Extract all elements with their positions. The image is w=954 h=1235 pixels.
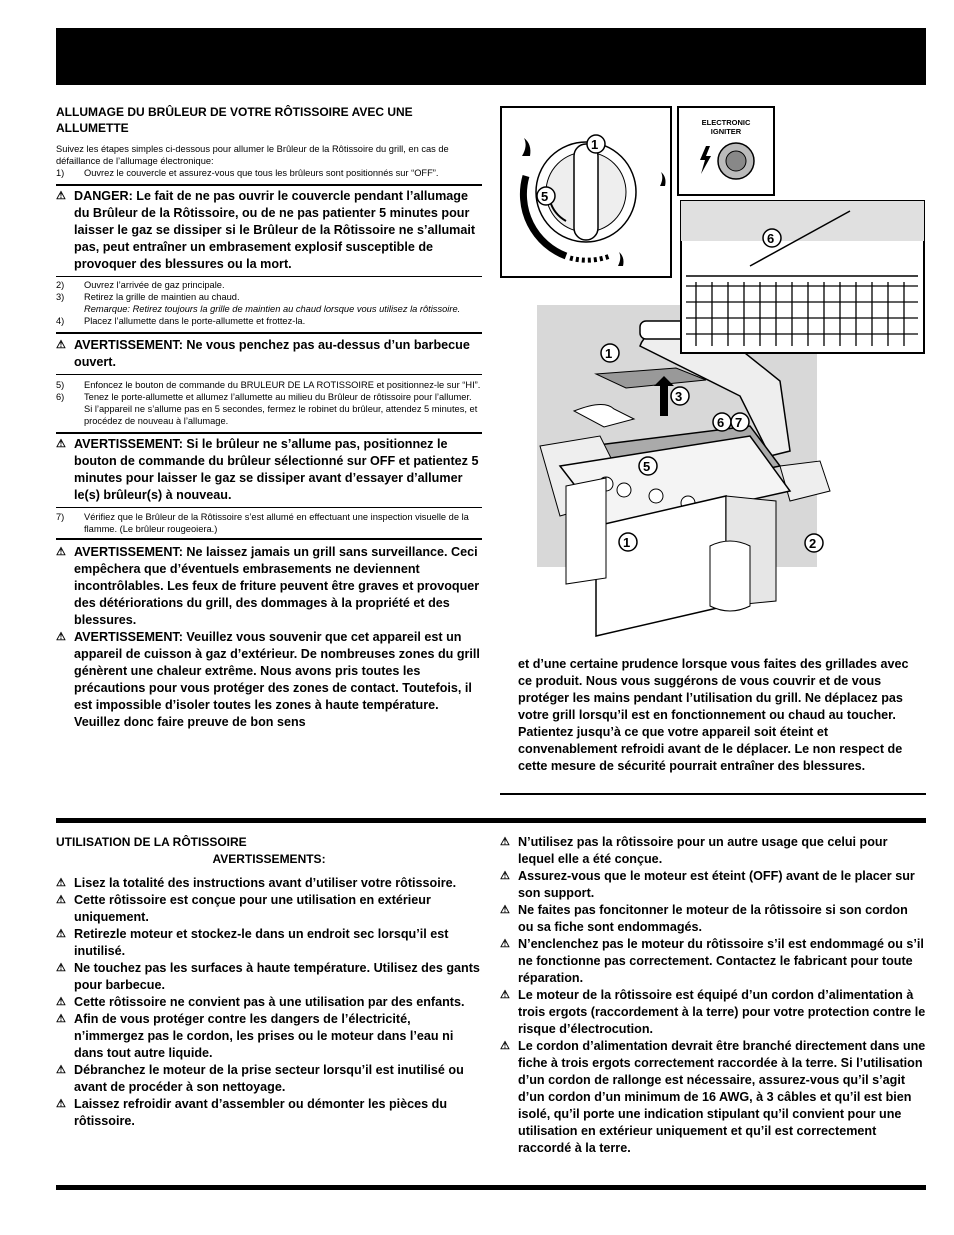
warning-item: ⚠ Débranchez le moteur de la prise secteur lorsqu’il est inutilisé ou avant de procéder à son nettoyage. xyxy=(56,1063,464,1094)
steps-group-d xyxy=(56,379,482,427)
step-item: 3) Retirez la grille de maintien au chaud. xyxy=(56,292,240,302)
warning-icon: ⚠ xyxy=(56,1098,66,1110)
section-title-rotisserie: UTILISATION DE LA RÔTISSOIRE xyxy=(56,835,247,849)
igniter-label-line2: IGNITER xyxy=(710,127,742,136)
rotisserie-warnings-list xyxy=(56,875,482,1130)
warning-icon: ⚠ xyxy=(56,928,66,940)
step-item: 5) Enfoncez le bouton de commande du BRULEUR DE LA ROTISSOIRE et positionnez-le sur “HI”. xyxy=(56,380,481,390)
callout-1: 1 xyxy=(623,535,631,550)
steps-group-e xyxy=(56,511,482,535)
warning-icon: ⚠ xyxy=(500,989,510,1001)
steps-group-a xyxy=(56,167,482,179)
divider xyxy=(56,332,482,334)
warning-item: ⚠ N’enclenchez pas le moteur du rôtissoire s’il est endommagé ou s’il ne fonctionne pas correctement. Contactez le fabricant pour toute réparation. xyxy=(500,937,924,985)
warning-item: ⚠ Cette rôtissoire est conçue pour une utilisation en extérieur uniquement. xyxy=(56,893,431,924)
bottom-left-column xyxy=(56,834,482,1130)
warning-icon: ⚠ xyxy=(56,877,66,889)
step-item: 2) Ouvrez l’arrivée de gaz principale. xyxy=(56,280,225,290)
divider xyxy=(56,538,482,540)
remark: Remarque: Retirez toujours la grille de maintien au chaud lorsque vous utilisez la rôtissoire. xyxy=(84,304,461,314)
warning-icon: ⚠ xyxy=(56,1013,66,1025)
step-item: 6) Tenez le porte-allumette et allumez l’allumette au milieu du Brûleur de rôtissoire pour l’allumer. Si l’appareil ne s’allume pas en 5 secondes, fermez le robinet du brûleur, attendez 5 minutes, et procédez de nouveau à l’allumage. xyxy=(56,392,478,426)
warning-item: ⚠ Laissez refroidir avant d’assembler ou démonter les pièces du rôtissoire. xyxy=(56,1097,448,1128)
warning-item: ⚠ Lisez la totalité des instructions avant d’utiliser votre rôtissoire. xyxy=(56,876,457,890)
warning-icon: ⚠ xyxy=(500,938,510,950)
warning-item: ⚠ Ne touchez pas les surfaces à haute température. Utilisez des gants pour barbecue. xyxy=(56,961,480,992)
callout-3: 3 xyxy=(675,389,683,404)
divider xyxy=(500,793,926,795)
warning-no-ignition: ⚠ AVERTISSEMENT: Si le brûleur ne s’allume pas, positionnez le bouton de commande du brûleur sélectionné sur OFF et patientez 5 minutes pour laisser le gaz se dissiper avant d’essayer d’allumer le(s) brûleur(s) à nouveau. xyxy=(56,437,479,502)
warning-icon: ⚠ xyxy=(56,190,66,202)
step-item: 1) Ouvrez le couvercle et assurez-vous que tous les brûleurs sont positionnés sur “OFF”. xyxy=(56,168,439,178)
divider xyxy=(56,276,482,277)
warning-icon: ⚠ xyxy=(56,962,66,974)
callout-5: 5 xyxy=(541,189,549,204)
warning-icon: ⚠ xyxy=(56,631,66,643)
warnings-subtitle: AVERTISSEMENTS: xyxy=(212,852,326,866)
warning-item: ⚠ Le cordon d’alimentation devrait être branché directement dans une fiche à trois ergots correctement raccordée à la terre. Si l’utilisation d’un cordon de rallonge est nécessaire, assurez-vous qu’il s’agit d’un cordon d’un minimum de 16 AWG, à 3 câbles et qu’il est bien isolé, qu’il porte une indication stipulant qu’il convient pour une utilisation en extérieur uniquement et qu’il est correctement raccordé à la terre. xyxy=(500,1039,926,1155)
callout-2: 2 xyxy=(809,536,817,551)
divider xyxy=(56,184,482,186)
warning-item: ⚠ Retirezle moteur et stockez-le dans un endroit sec lorsqu’il est inutilisé. xyxy=(56,927,449,958)
warning-item: ⚠ Cette rôtissoire ne convient pas à une utilisation par des enfants. xyxy=(56,995,465,1009)
bottom-right-column xyxy=(500,834,926,1157)
warning-icon: ⚠ xyxy=(56,339,66,351)
callout-5: 5 xyxy=(643,459,651,474)
top-left-column xyxy=(56,104,482,731)
warning-lean: ⚠ AVERTISSEMENT: Ne vous penchez pas au-dessus d’un barbecue ouvert. xyxy=(56,338,470,369)
grill-illustration xyxy=(500,106,926,646)
step-item: 4) Placez l’allumette dans le porte-allumette et frottez-la. xyxy=(56,316,306,326)
intro-text: Suivez les étapes simples ci-dessous pour allumer le Brûleur de la Rôtissoire du grill, en cas de défaillance de l’allumage électronique: xyxy=(56,144,449,166)
step-item: 7) Vérifiez que le Brûleur de la Rôtissoire s’est allumé en effectuant une inspection visuelle de la flamme. (Le brûleur rougeoiera.) xyxy=(56,512,469,534)
steps-group-c xyxy=(56,315,482,327)
danger-warning: ⚠ DANGER: Le fait de ne pas ouvrir le couvercle pendant l’allumage du Brûleur de la Rôtissoire, ou de ne pas patienter 5 minutes pour laisser le gaz se dissiper si le Brûleur de la Rôtissoire ne s’allumait pas, peut entraîner un embrasement explosif susceptible de provoquer des blessures ou la mort. xyxy=(56,189,476,271)
divider xyxy=(56,507,482,508)
warning-icon: ⚠ xyxy=(500,904,510,916)
steps-group-b xyxy=(56,279,482,303)
warning-icon: ⚠ xyxy=(56,546,66,558)
rotisserie-warnings-list-2 xyxy=(500,834,926,1157)
divider xyxy=(56,432,482,434)
warning-outdoor-appliance: ⚠ AVERTISSEMENT: Veuillez vous souvenir que cet appareil est un appareil de cuisson à gaz d’extérieur. De nombreuses zones du grill génèrent une chaleur extrême. Nous avons pris toutes les précautions pour vous protéger des zones de contact. Toutefois, il est impossible d’isoler toutes les zones à haute température. Veuillez donc faire preuve de bon sens xyxy=(56,630,480,729)
callout-6: 6 xyxy=(767,231,775,246)
warning-item: ⚠ Le moteur de la rôtissoire est équipé d’un cordon d’alimentation à trois ergots (raccordement à la terre) pour votre protection contre le risque d’électrocution. xyxy=(500,988,926,1036)
warning-icon: ⚠ xyxy=(56,1064,66,1076)
callout-1: 1 xyxy=(591,137,599,152)
callout-6: 6 xyxy=(717,415,725,430)
warning-item: ⚠ N’utilisez pas la rôtissoire pour un autre usage que celui pour lequel elle a été conçue. xyxy=(500,835,888,866)
warning-icon: ⚠ xyxy=(500,1040,510,1052)
warning-continuation: et d’une certaine prudence lorsque vous faites des grillades avec ce produit. Nous vous suggérons de vous couvrir et de vous protéger les mains pendant l’utilisation du grill. Ne déplacez pas votre grill lorsqu’il est en fonctionnement ou chaud au toucher. Patientez jusqu’à ce que votre appareil soit éteint et convenablement refroidi avant de le déplacer. Le non respect de cette mesure de sécurité pourrait entraîner des blessures. xyxy=(518,657,909,773)
callout-7: 7 xyxy=(735,415,743,430)
header-bar xyxy=(56,28,926,85)
igniter-label-line1: ELECTRONIC xyxy=(701,118,751,127)
warning-icon: ⚠ xyxy=(56,438,66,450)
warning-icon: ⚠ xyxy=(56,894,66,906)
section-divider xyxy=(56,818,926,823)
warning-icon: ⚠ xyxy=(500,836,510,848)
warning-item: ⚠ Ne faites pas foncitonner le moteur de la rôtissoire si son cordon ou sa fiche sont endommagés. xyxy=(500,903,908,934)
divider xyxy=(56,374,482,375)
footer-bar xyxy=(56,1185,926,1190)
warning-item: ⚠ Afin de vous protéger contre les dangers de l’électricité, n’immergez pas le cordon, les prises ou le moteur dans l’eau ni dans tout autre liquide. xyxy=(56,1012,454,1060)
warning-icon: ⚠ xyxy=(56,996,66,1008)
callout-1: 1 xyxy=(605,346,613,361)
warning-unattended: ⚠ AVERTISSEMENT: Ne laissez jamais un grill sans surveillance. Ceci empêchera que d’éventuels embrasements ne deviennent incontrôlables. Les feux de friture peuvent être graves et provoquer des détériorations du grill, des dommages à la propriété et des blessures. xyxy=(56,545,480,627)
section-title-match-lighting: ALLUMAGE DU BRÛLEUR DE VOTRE RÔTISSOIRE AVEC UNE ALLUMETTE xyxy=(56,105,413,135)
warning-icon: ⚠ xyxy=(500,870,510,882)
warning-item: ⚠ Assurez-vous que le moteur est éteint (OFF) avant de le placer sur son support. xyxy=(500,869,915,900)
grill-figure xyxy=(500,106,926,646)
